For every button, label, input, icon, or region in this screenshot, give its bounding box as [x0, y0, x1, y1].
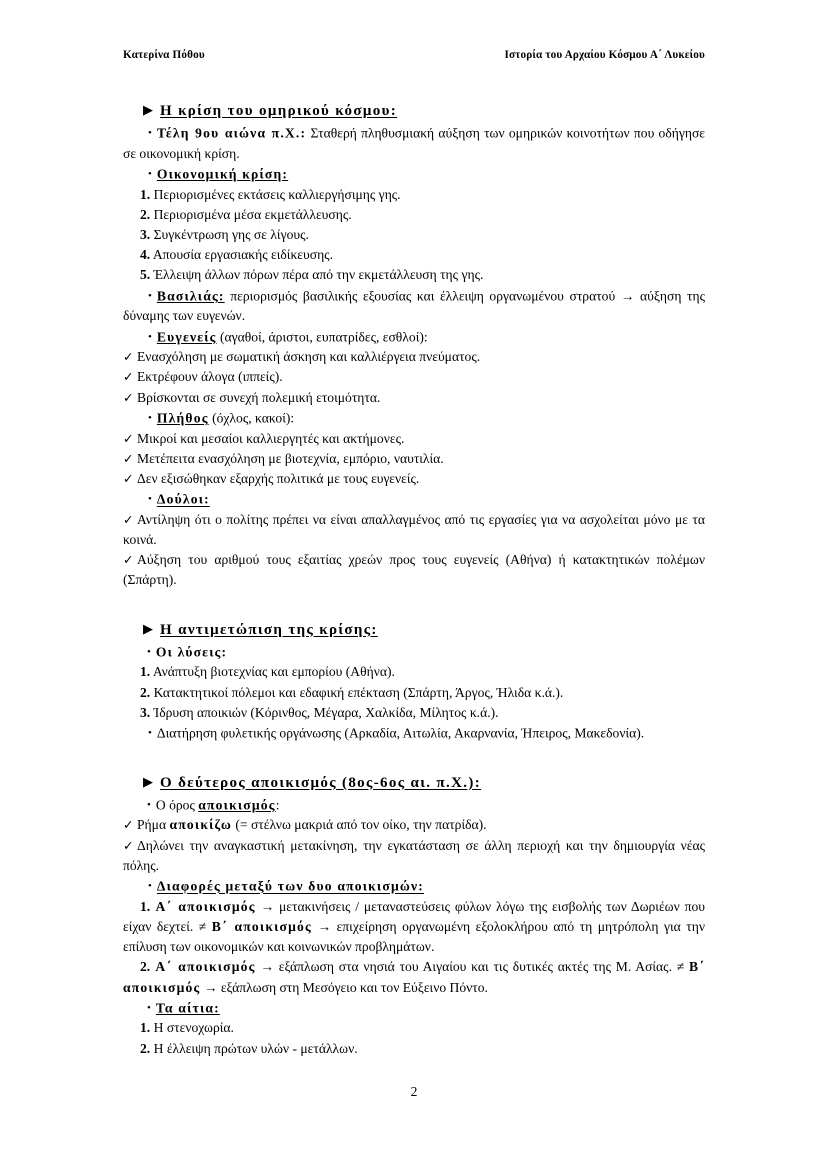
item-number: 2. — [140, 959, 151, 975]
bullet-icon: • — [148, 726, 152, 739]
header-author: Κατερίνα Πόθου — [123, 49, 205, 61]
item-number: 1. — [140, 186, 151, 202]
item-text: Απουσία εργασιακής ειδίκευσης. — [150, 247, 333, 263]
lead-oikonomiki-krisi: Οικονομική κρίση: — [156, 166, 289, 182]
bullet-icon: • — [147, 645, 151, 658]
paragraph-oi-lyseis — [123, 642, 705, 663]
list-item-s1-2 — [123, 205, 705, 225]
list-item-s3-2 — [123, 957, 705, 997]
running-head — [123, 49, 705, 61]
triangle-bullet-icon: ▶ — [143, 102, 153, 117]
item-number: 2. — [140, 1040, 151, 1056]
check-icon: ✓ — [123, 350, 134, 365]
item-number: 1. — [140, 1020, 151, 1036]
check-icon: ✓ — [123, 471, 134, 486]
list-item-s3-4 — [123, 1039, 705, 1059]
check-item-s1-4 — [123, 429, 705, 449]
check-item-s3-2 — [123, 836, 705, 876]
check-text: Ενασχόληση με σωματική άσκηση και καλλιέργεια πνεύματος. — [137, 349, 481, 365]
paragraph-vasilias — [123, 286, 705, 327]
section-heading-1-text: Η κρίση του ομηρικού κόσμου: — [160, 103, 398, 119]
bullet-icon: • — [148, 167, 152, 180]
item-text: Κατακτητικοί πόλεμοι και εδαφική επέκταση (Σπάρτη, Άργος, Ήλιδα κ.ά.). — [150, 684, 564, 700]
list-item-s1-4 — [123, 245, 705, 265]
check-icon: ✓ — [123, 390, 134, 405]
list-item-s1-3 — [123, 225, 705, 245]
check-text: Δεν εξισώθηκαν εξαρχής πολιτικά με τους ευγενείς. — [137, 470, 420, 486]
item-text: Περιορισμένες εκτάσεις καλλιεργήσιμης γης. — [150, 186, 401, 202]
item-number: 2. — [140, 206, 151, 222]
check-text: Αύξηση του αριθμού τους εξαιτίας χρεών προς τους ευγενείς (Αθήνα) ή κατακτητικών πολέμων (Σπάρτη). — [123, 552, 705, 588]
paragraph-plithos — [123, 408, 705, 429]
check-text: Δηλώνει την αναγκαστική μετακίνηση, την εγκατάσταση σε άλλη περιοχή και την δημιουργία νέας πόλης. — [123, 837, 705, 873]
check-icon: ✓ — [123, 553, 134, 568]
check-text: Βρίσκονται σε συνεχή πολεμική ετοιμότητα. — [137, 389, 381, 405]
seg-a-first-colonization: Α΄ αποικισμός — [150, 959, 256, 975]
triangle-bullet-icon: ▶ — [143, 620, 153, 636]
check-text: Μικροί και μεσαίοι καλλιεργητές και ακτήμονες. — [137, 430, 405, 446]
check-item-s3-1 — [123, 815, 705, 835]
check-bold-apoikizo: αποικίζω — [169, 817, 232, 833]
rest-tele-9ou: Σταθερή πληθυσμιακή αύξηση των ομηρικών κοινοτήτων που οδήγησε σε οικονομική κρίση. — [123, 125, 705, 161]
bullet-icon: • — [148, 493, 152, 506]
item-number: 5. — [140, 267, 151, 283]
paragraph-diatirisi-fyletikis — [123, 723, 705, 744]
check-item-s1-1 — [123, 347, 705, 367]
bullet-icon: • — [148, 411, 152, 424]
triangle-bullet-icon: ▶ — [143, 773, 153, 789]
list-item-s3-1 — [123, 897, 705, 958]
lead-ta-aitia: Τα αίτια: — [155, 1000, 220, 1016]
item-text: Περιορισμένα μέσα εκμετάλλευσης. — [150, 206, 352, 222]
paragraph-douloi — [123, 489, 705, 510]
lead-apoikismos: αποικισμός — [198, 797, 276, 813]
list-item-s1-5 — [123, 265, 705, 285]
check-icon: ✓ — [123, 451, 134, 466]
check-item-s1-3 — [123, 388, 705, 408]
seg-b-text: → εξάπλωση στα νησιά του Αιγαίου και τις δυτικές ακτές της Μ. Ασίας. ≠ — [255, 959, 689, 975]
seg-d-text: → επιχείρηση οργανωμένη εξολοκλήρου από τη μητρόπολη για την επίλυση των οικονομικών και κοινωνικών προβλημάτων. — [123, 918, 705, 955]
item-number: 3. — [140, 227, 151, 243]
rest-vasilias: περιορισμός βασιλικής εξουσίας και έλλειψη οργανωμένου στρατού → αύξηση της δύναμης των ευγενών. — [123, 288, 705, 324]
page-number: 2 — [410, 1084, 418, 1099]
section-heading-2 — [123, 617, 705, 642]
pre-o-oros: Ο όρος — [155, 797, 199, 813]
section-heading-3-text: Ο δεύτερος αποικισμός (8ος-6ος αι. π.Χ.): — [160, 774, 482, 791]
lead-evgeneis: Ευγενείς — [156, 329, 217, 345]
check-text: Εκτρέφουν άλογα (ιππείς). — [137, 369, 283, 385]
check-item-s1-7 — [123, 510, 705, 550]
section-heading-2-text: Η αντιμετώπιση της κρίσης: — [160, 621, 378, 638]
item-number: 1. — [140, 898, 151, 914]
rest-evgeneis: (αγαθοί, άριστοι, ευπατρίδες, εσθλοί): — [216, 329, 428, 345]
paragraph-diafores — [123, 876, 705, 897]
check-text: Αντίληψη ότι ο πολίτης πρέπει να είναι απαλλαγμένος από τις εργασίες για να ασχολείται μόνο με τα κοινά. — [123, 511, 705, 548]
item-text: Η στενοχωρία. — [150, 1020, 234, 1036]
check-icon: ✓ — [123, 512, 134, 527]
lead-douloi: Δούλοι: — [156, 491, 210, 507]
bullet-icon: • — [148, 330, 152, 343]
lead-oi-lyseis: Οι λύσεις: — [155, 644, 228, 660]
seg-c-second-colonization: Β΄ αποικισμός — [211, 918, 312, 934]
bullet-icon: • — [148, 880, 152, 892]
section-heading-1 — [123, 98, 705, 123]
section-heading-3 — [123, 770, 705, 795]
seg-b-text: → μετακινήσεις / μεταναστεύσεις φύλων λόγω της εισβολής των Δωριέων που είχαν δεχτεί. ≠ — [123, 898, 705, 934]
list-item-s2-2 — [123, 683, 705, 703]
check-text: Μετέπειτα ενασχόληση με βιοτεχνία, εμπόριο, ναυτιλία. — [137, 450, 444, 466]
bullet-icon: • — [148, 127, 152, 139]
seg-a-first-colonization: Α΄ αποικισμός — [150, 898, 256, 914]
item-text: Έλλειψη άλλων πόρων πέρα από την εκμετάλλευση της γης. — [150, 267, 484, 283]
check-item-s1-6 — [123, 469, 705, 489]
bullet-icon: • — [147, 798, 151, 811]
check-icon: ✓ — [123, 818, 134, 833]
rest-plithos: (όχλος, κακοί): — [208, 410, 295, 426]
header-title: Ιστορία του Αρχαίου Κόσμου Α΄ Λυκείου — [504, 49, 705, 61]
item-number: 4. — [140, 247, 151, 263]
item-text: Ανάπτυξη βιοτεχνίας και εμπορίου (Αθήνα). — [150, 664, 395, 680]
item-text: Ίδρυση αποικιών (Κόρινθος, Μέγαρα, Χαλκίδα, Μίλητος κ.ά.). — [150, 704, 499, 720]
list-item-s2-1 — [123, 662, 705, 682]
rest-o-oros: : — [275, 797, 280, 813]
lead-tele-9ou: Τέλη 9ου αιώνα π.Χ.: — [156, 125, 307, 141]
list-item-s3-3 — [123, 1018, 705, 1038]
check-item-s1-2 — [123, 367, 705, 387]
item-text: Συγκέντρωση γης σε λίγους. — [150, 227, 309, 243]
bullet-icon: • — [148, 289, 152, 302]
lead-vasilias: Βασιλιάς: — [156, 288, 225, 304]
paragraph-tele-9ou — [123, 123, 705, 164]
seg-d-text: → εξάπλωση στη Μεσόγειο και τον Εύξεινο Πόντο. — [200, 979, 488, 995]
list-item-s2-3 — [123, 703, 705, 723]
lead-plithos: Πλήθος — [156, 410, 209, 426]
lead-diafores: Διαφορές μεταξύ των δυο αποικισμών: — [156, 878, 424, 894]
check-icon: ✓ — [123, 370, 134, 385]
list-item-s1-1 — [123, 185, 705, 205]
check-rest-rima: (= στέλνω μακριά από τον οίκο, την πατρίδα). — [231, 817, 487, 833]
check-icon: ✓ — [123, 431, 134, 446]
item-text: Η έλλειψη πρώτων υλών - μετάλλων. — [150, 1040, 358, 1056]
check-item-s1-5 — [123, 449, 705, 469]
item-number: 3. — [140, 704, 151, 720]
check-item-s1-8 — [123, 550, 705, 590]
paragraph-ta-aitia — [123, 998, 705, 1019]
bullet-icon: • — [147, 1001, 151, 1014]
seg-c-second-colonization: Β΄ αποικισμός — [123, 959, 705, 995]
check-icon: ✓ — [123, 838, 134, 853]
paragraph-o-oros — [123, 795, 705, 816]
check-pre-rima: Ρήμα — [137, 817, 170, 833]
paragraph-evgeneis — [123, 327, 705, 348]
item-number: 1. — [140, 664, 151, 680]
item-number: 2. — [140, 684, 151, 700]
document-body — [123, 98, 705, 1059]
paragraph-oikonomiki-krisi — [123, 164, 705, 185]
text-diatirisi: Διατήρηση φυλετικής οργάνωσης (Αρκαδία, Αιτωλία, Ακαρνανία, Ήπειρος, Μακεδονία). — [156, 725, 645, 741]
